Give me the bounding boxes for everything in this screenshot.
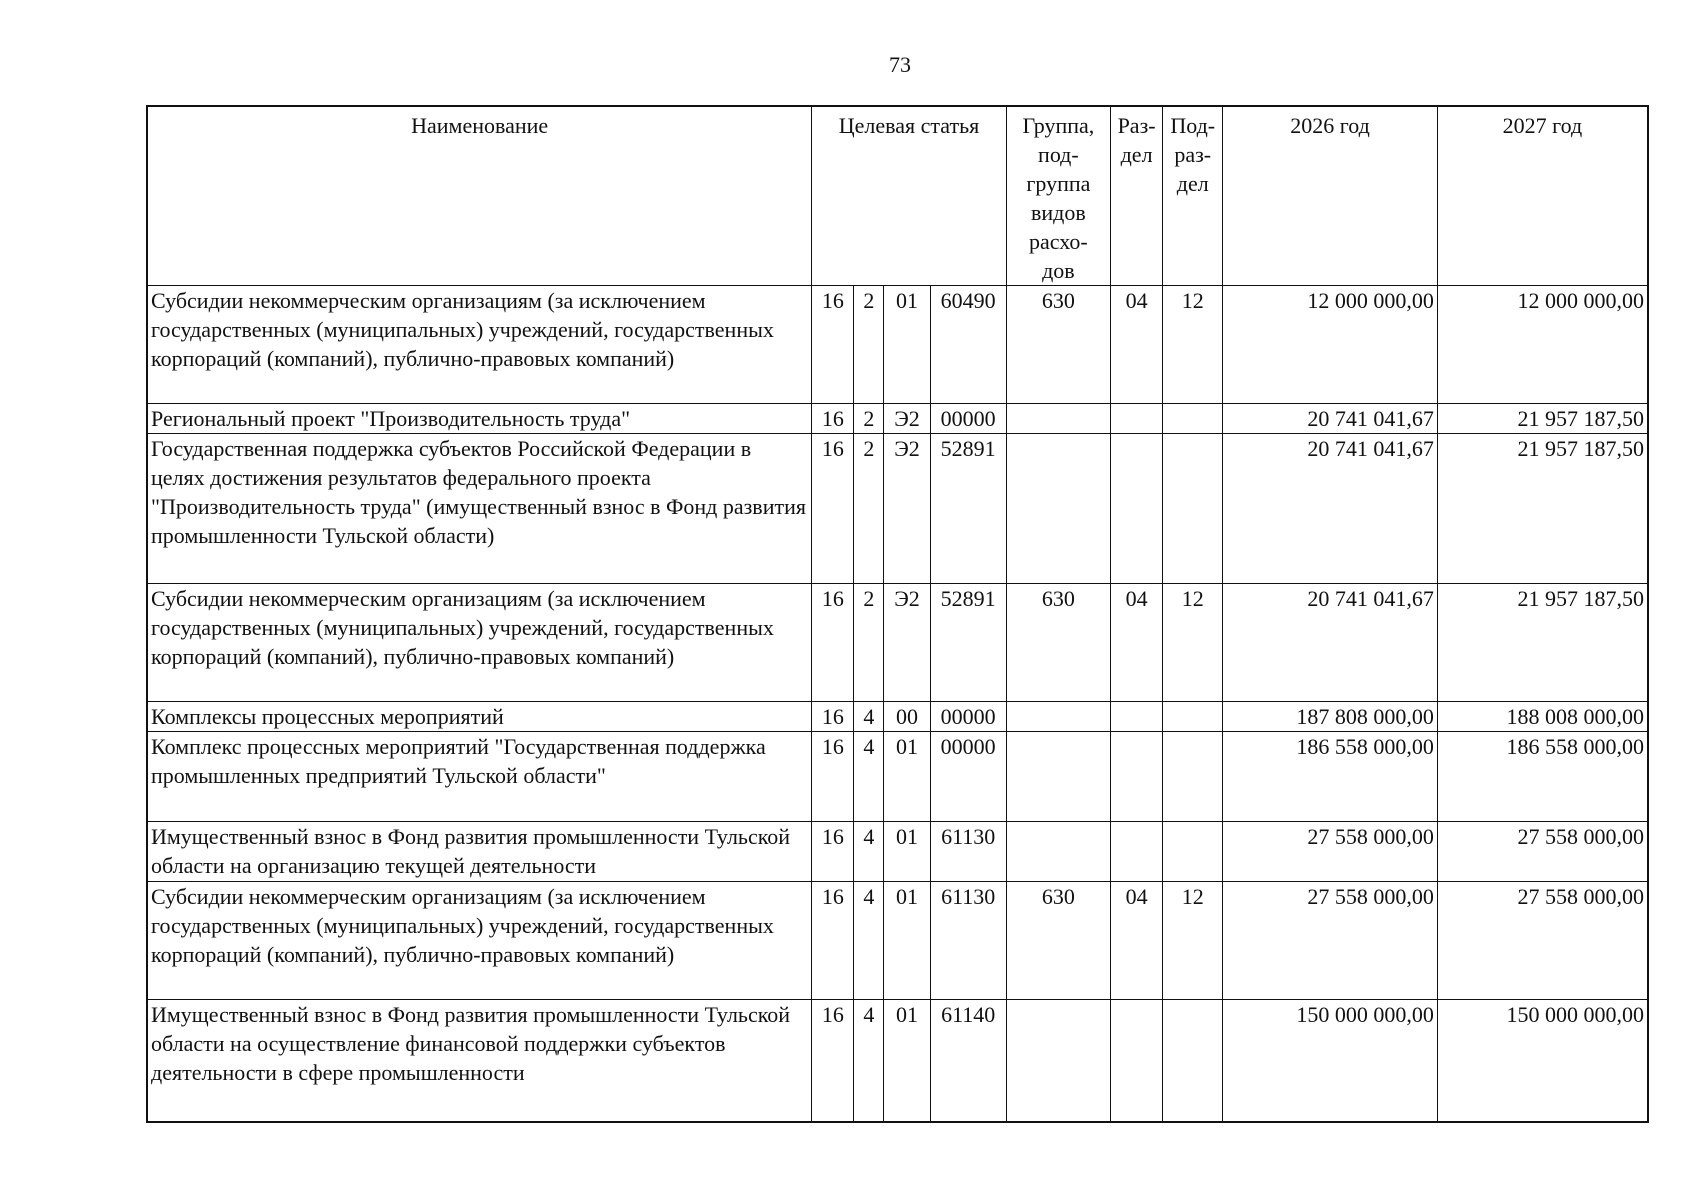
header-subsection: Под- раз- дел bbox=[1163, 106, 1223, 286]
target-code-direction: 60490 bbox=[930, 286, 1006, 404]
subsection-cell bbox=[1163, 404, 1223, 434]
expense-group-cell: 630 bbox=[1006, 286, 1110, 404]
table-row bbox=[147, 882, 1648, 1000]
header-name: Наименование bbox=[147, 106, 812, 286]
amount-2026-cell: 27 558 000,00 bbox=[1223, 822, 1438, 882]
amount-2027-cell: 27 558 000,00 bbox=[1437, 882, 1648, 1000]
expense-group-cell: 630 bbox=[1006, 882, 1110, 1000]
table-row bbox=[147, 434, 1648, 584]
target-code-program: 16 bbox=[812, 286, 854, 404]
amount-2026-cell: 20 741 041,67 bbox=[1223, 404, 1438, 434]
subsection-cell bbox=[1163, 702, 1223, 732]
target-code-type: 2 bbox=[854, 286, 884, 404]
row-name-cell: Субсидии некоммерческим организациям (за исключением государственных (муниципальных) учреждений, государственных корпораций (компаний), публично-правовых компаний) bbox=[147, 584, 812, 702]
row-name-cell: Имущественный взнос в Фонд развития промышленности Тульской области на организацию текущей деятельности bbox=[147, 822, 812, 882]
table-row bbox=[147, 702, 1648, 732]
target-code-direction: 00000 bbox=[930, 702, 1006, 732]
amount-2026-cell: 187 808 000,00 bbox=[1223, 702, 1438, 732]
section-cell bbox=[1111, 404, 1163, 434]
subsection-cell: 12 bbox=[1163, 286, 1223, 404]
target-code-direction: 61140 bbox=[930, 1000, 1006, 1122]
target-code-element: Э2 bbox=[884, 404, 930, 434]
target-code-element: 00 bbox=[884, 702, 930, 732]
amount-2026-cell: 186 558 000,00 bbox=[1223, 732, 1438, 822]
target-code-direction: 61130 bbox=[930, 882, 1006, 1000]
target-code-type: 4 bbox=[854, 1000, 884, 1122]
target-code-element: 01 bbox=[884, 882, 930, 1000]
budget-table bbox=[146, 105, 1649, 1123]
row-name-cell: Комплекс процессных мероприятий "Государственная поддержка промышленных предприятий Тульской области" bbox=[147, 732, 812, 822]
amount-2026-cell: 20 741 041,67 bbox=[1223, 434, 1438, 584]
target-code-program: 16 bbox=[812, 822, 854, 882]
target-code-type: 2 bbox=[854, 404, 884, 434]
target-code-element: 01 bbox=[884, 822, 930, 882]
amount-2027-cell: 12 000 000,00 bbox=[1437, 286, 1648, 404]
subsection-cell bbox=[1163, 822, 1223, 882]
section-cell bbox=[1111, 434, 1163, 584]
row-name-cell: Субсидии некоммерческим организациям (за исключением государственных (муниципальных) учреждений, государственных корпораций (компаний), публично-правовых компаний) bbox=[147, 286, 812, 404]
target-code-element: 01 bbox=[884, 286, 930, 404]
header-year-2026: 2026 год bbox=[1223, 106, 1438, 286]
amount-2027-cell: 27 558 000,00 bbox=[1437, 822, 1648, 882]
row-name-cell: Комплексы процессных мероприятий bbox=[147, 702, 812, 732]
target-code-type: 4 bbox=[854, 732, 884, 822]
header-year-2027: 2027 год bbox=[1437, 106, 1648, 286]
amount-2027-cell: 188 008 000,00 bbox=[1437, 702, 1648, 732]
table-header-row bbox=[147, 106, 1648, 286]
subsection-cell bbox=[1163, 1000, 1223, 1122]
expense-group-cell bbox=[1006, 404, 1110, 434]
expense-group-cell bbox=[1006, 732, 1110, 822]
row-name-cell: Субсидии некоммерческим организациям (за исключением государственных (муниципальных) учреждений, государственных корпораций (компаний), публично-правовых компаний) bbox=[147, 882, 812, 1000]
section-cell: 04 bbox=[1111, 584, 1163, 702]
amount-2027-cell: 21 957 187,50 bbox=[1437, 404, 1648, 434]
target-code-program: 16 bbox=[812, 584, 854, 702]
table-row bbox=[147, 286, 1648, 404]
expense-group-cell: 630 bbox=[1006, 584, 1110, 702]
target-code-direction: 00000 bbox=[930, 404, 1006, 434]
header-target-article: Целевая статья bbox=[812, 106, 1006, 286]
amount-2026-cell: 150 000 000,00 bbox=[1223, 1000, 1438, 1122]
target-code-type: 2 bbox=[854, 434, 884, 584]
expense-group-cell bbox=[1006, 1000, 1110, 1122]
target-code-element: 01 bbox=[884, 1000, 930, 1122]
expense-group-cell bbox=[1006, 702, 1110, 732]
row-name-cell: Государственная поддержка субъектов Российской Федерации в целях достижения результатов федерального проекта "Производительность труда" (имущественный взнос в Фонд развития промышленности Тульской области) bbox=[147, 434, 812, 584]
target-code-program: 16 bbox=[812, 434, 854, 584]
target-code-type: 2 bbox=[854, 584, 884, 702]
row-name-cell: Региональный проект "Производительность труда" bbox=[147, 404, 812, 434]
amount-2027-cell: 21 957 187,50 bbox=[1437, 584, 1648, 702]
expense-group-cell bbox=[1006, 822, 1110, 882]
target-code-element: 01 bbox=[884, 732, 930, 822]
target-code-direction: 52891 bbox=[930, 434, 1006, 584]
amount-2027-cell: 150 000 000,00 bbox=[1437, 1000, 1648, 1122]
page-number: 73 bbox=[889, 52, 911, 77]
header-expense-group: Группа, под- группа видов расхо- дов bbox=[1006, 106, 1110, 286]
expense-group-cell bbox=[1006, 434, 1110, 584]
target-code-program: 16 bbox=[812, 732, 854, 822]
table-row bbox=[147, 404, 1648, 434]
target-code-program: 16 bbox=[812, 404, 854, 434]
section-cell bbox=[1111, 732, 1163, 822]
section-cell bbox=[1111, 702, 1163, 732]
table-row bbox=[147, 584, 1648, 702]
subsection-cell bbox=[1163, 434, 1223, 584]
target-code-element: Э2 bbox=[884, 584, 930, 702]
amount-2027-cell: 186 558 000,00 bbox=[1437, 732, 1648, 822]
subsection-cell: 12 bbox=[1163, 882, 1223, 1000]
section-cell: 04 bbox=[1111, 286, 1163, 404]
section-cell: 04 bbox=[1111, 882, 1163, 1000]
table-row bbox=[147, 1000, 1648, 1122]
amount-2027-cell: 21 957 187,50 bbox=[1437, 434, 1648, 584]
section-cell bbox=[1111, 1000, 1163, 1122]
target-code-direction: 52891 bbox=[930, 584, 1006, 702]
row-name-cell: Имущественный взнос в Фонд развития промышленности Тульской области на осуществление финансовой поддержки субъектов деятельности в сфере промышленности bbox=[147, 1000, 812, 1122]
table-row bbox=[147, 822, 1648, 882]
target-code-type: 4 bbox=[854, 822, 884, 882]
target-code-type: 4 bbox=[854, 882, 884, 1000]
header-section: Раз- дел bbox=[1111, 106, 1163, 286]
amount-2026-cell: 20 741 041,67 bbox=[1223, 584, 1438, 702]
section-cell bbox=[1111, 822, 1163, 882]
amount-2026-cell: 27 558 000,00 bbox=[1223, 882, 1438, 1000]
subsection-cell: 12 bbox=[1163, 584, 1223, 702]
amount-2026-cell: 12 000 000,00 bbox=[1223, 286, 1438, 404]
target-code-direction: 00000 bbox=[930, 732, 1006, 822]
target-code-element: Э2 bbox=[884, 434, 930, 584]
target-code-direction: 61130 bbox=[930, 822, 1006, 882]
target-code-program: 16 bbox=[812, 882, 854, 1000]
target-code-program: 16 bbox=[812, 702, 854, 732]
table-row bbox=[147, 732, 1648, 822]
target-code-type: 4 bbox=[854, 702, 884, 732]
target-code-program: 16 bbox=[812, 1000, 854, 1122]
subsection-cell bbox=[1163, 732, 1223, 822]
